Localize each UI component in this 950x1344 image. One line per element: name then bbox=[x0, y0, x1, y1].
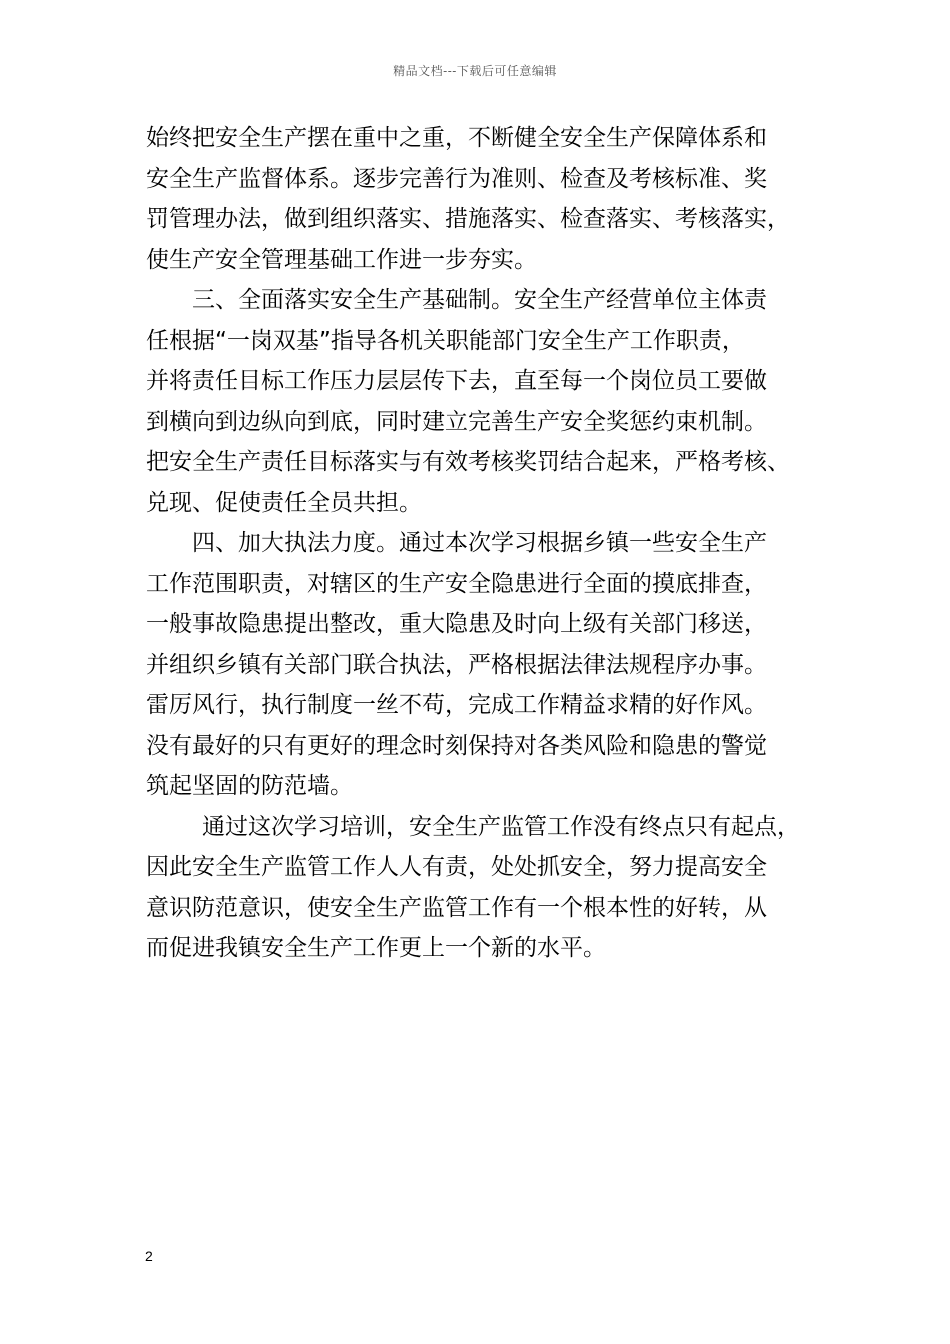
paragraph-start-line: 三、全面落实安全生产基础制。安全生产经营单位主体责 bbox=[192, 287, 767, 313]
body-line: 没有最好的只有更好的理念时刻保持对各类风险和隐患的警觉 bbox=[146, 732, 767, 759]
body-line: 并将责任目标工作压力层层传下去，直至每一个岗位员工要做 bbox=[146, 368, 767, 394]
body-line: 意识防范意识，使安全生产监管工作有一个根本性的好转，从 bbox=[146, 894, 767, 921]
page-number: 2 bbox=[145, 1248, 153, 1264]
body-line: 工作范围职责，对辖区的生产安全隐患进行全面的摸底排查， bbox=[146, 570, 767, 597]
body-line: 而促进我镇安全生产工作更上一个新的水平。 bbox=[146, 935, 606, 961]
body-line: 把安全生产责任目标落实与有效考核奖罚结合起来，严格考核、 bbox=[146, 449, 790, 475]
body-line: 兑现、促使责任全员共担。 bbox=[146, 489, 422, 516]
body-line: 筑起坚固的防范墙。 bbox=[146, 773, 353, 799]
body-line: 罚管理办法，做到组织落实、措施落实、检查落实、考核落实， bbox=[146, 206, 790, 232]
body-line: 并组织乡镇有关部门联合执法，严格根据法律法规程序办事。 bbox=[146, 651, 767, 678]
body-line: 到横向到边纵向到底，同时建立完善生产安全奖惩约束机制。 bbox=[146, 408, 767, 435]
body-line: 安全生产监督体系。逐步完善行为准则、检查及考核标准、奖 bbox=[146, 165, 767, 192]
document-body bbox=[146, 118, 836, 969]
body-line: 一般事故隐患提出整改，重大隐患及时向上级有关部门移送， bbox=[146, 611, 767, 637]
body-line: 使生产安全管理基础工作进一步夯实。 bbox=[146, 246, 537, 273]
body-line: 雷厉风行，执行制度一丝不苟，完成工作精益求精的好作风。 bbox=[146, 692, 767, 718]
paragraph-start-line: 四、加大执法力度。通过本次学习根据乡镇一些安全生产 bbox=[192, 530, 767, 556]
page-header: 精品文档---下载后可任意编辑 bbox=[393, 64, 557, 78]
paragraph-start-line: 通过这次学习培训，安全生产监管工作没有终点只有起点， bbox=[202, 813, 800, 840]
body-line: 任根据“一岗双基”指导各机关职能部门安全生产工作职责， bbox=[146, 327, 745, 354]
body-line: 始终把安全生产摆在重中之重，不断健全安全生产保障体系和 bbox=[146, 125, 767, 151]
body-line: 因此安全生产监管工作人人有责，处处抓安全，努力提高安全 bbox=[146, 854, 767, 880]
